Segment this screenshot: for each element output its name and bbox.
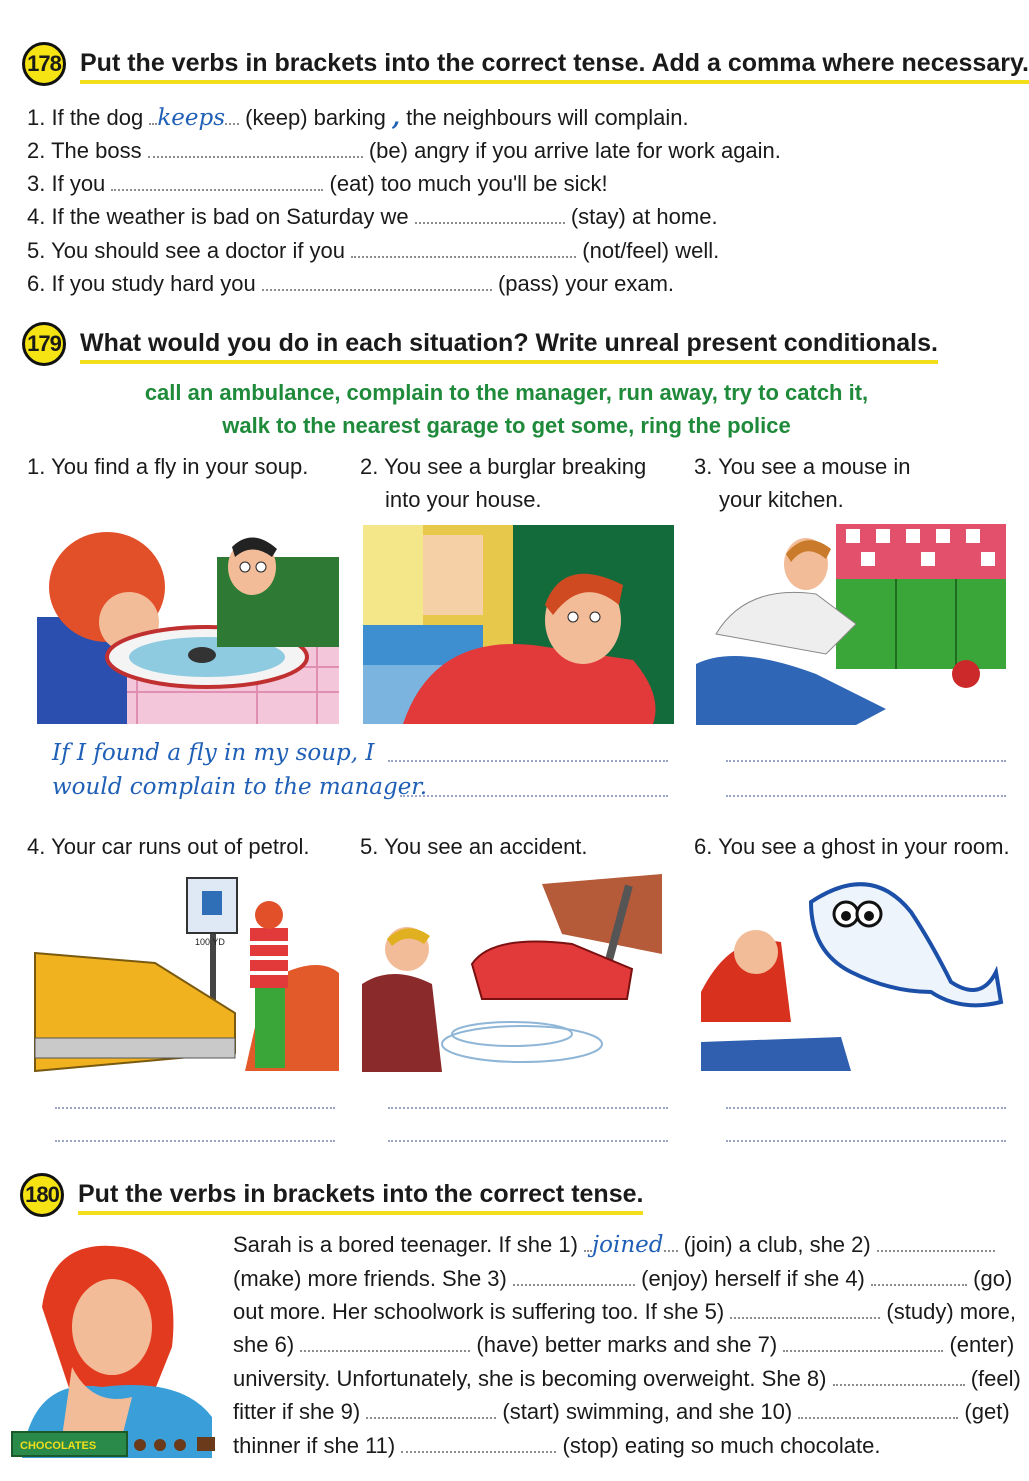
picture-burglar (363, 525, 674, 724)
ex178-item-1: 1. If the dog keeps (keep) barking , the neighbours will complain. (27, 104, 689, 131)
situation-3-caption: 3. You see a mouse in your kitchen. (694, 454, 911, 512)
ex180-line-2: (make) more friends. She 3) (enjoy) herself if she 4) (go) (233, 1266, 1013, 1291)
answer-blank[interactable] (833, 1370, 965, 1386)
answer-blank[interactable] (111, 175, 323, 191)
answer-line[interactable] (726, 1140, 1006, 1142)
exercise-178-title: Put the verbs in brackets into the correct tense. Add a comma where necessary. (80, 50, 1029, 84)
ex178-item-3: 3. If you (eat) too much you'll be sick! (27, 171, 608, 196)
ex180-line-4: she 6) (have) better marks and she 7) (enter) (233, 1332, 1015, 1357)
picture-accident (362, 874, 670, 1072)
ex180-line-1: Sarah is a bored teenager. If she 1) joined (join) a club, she 2) (233, 1234, 995, 1257)
answer-line[interactable] (400, 795, 668, 797)
ex180-line-3: out more. Her schoolwork is suffering too. If she 5) (study) more, (233, 1299, 1016, 1324)
answer-blank[interactable] (783, 1336, 943, 1352)
exercise-180-title: Put the verbs in brackets into the correct tense. (78, 1181, 643, 1215)
picture-out-of-petrol (35, 873, 339, 1071)
exercise-number-badge: 179 (22, 322, 66, 366)
answer-blank[interactable] (871, 1270, 967, 1286)
options-line-1: call an ambulance, complain to the manager, run away, try to catch it, (144, 380, 869, 405)
answer-blank[interactable] (798, 1403, 958, 1419)
exercise-179-title: What would you do in each situation? Write unreal present conditionals. (80, 330, 938, 364)
answer-keeps: keeps (157, 105, 226, 131)
ex180-line-6: fitter if she 9) (start) swimming, and she 10) (get) (233, 1399, 1010, 1424)
answer-line[interactable] (726, 760, 1006, 762)
answer-line[interactable] (55, 1107, 335, 1109)
answer-blank[interactable] (262, 275, 492, 291)
answer-line[interactable] (55, 1140, 335, 1142)
situation-4-caption: 4. Your car runs out of petrol. (27, 834, 310, 859)
exercise-number-badge: 180 (20, 1173, 64, 1217)
example-answer: If I found a fly in my soup, I would complain to the manager. (52, 740, 428, 800)
chocolate-box-label: CHOCOLATES (20, 1440, 97, 1452)
sign-text: 100 YD (195, 937, 225, 947)
answer-line[interactable] (726, 1107, 1006, 1109)
picture-bored-teenager (12, 1237, 220, 1458)
answer-line[interactable] (726, 795, 1006, 797)
answer-line[interactable] (388, 1140, 668, 1142)
exercise-number-badge: 178 (22, 42, 66, 86)
answer-blank[interactable] (415, 208, 565, 224)
picture-ghost (701, 872, 1007, 1071)
answer-blank[interactable] (148, 142, 363, 158)
answer-blank[interactable] (877, 1236, 995, 1252)
answer-blank[interactable] (366, 1403, 496, 1419)
situation-1-caption: 1. You find a fly in your soup. (27, 454, 309, 479)
answer-blank[interactable] (513, 1270, 635, 1286)
picture-fly-in-soup (37, 527, 339, 724)
ex180-line-5: university. Unfortunately, she is becoming overweight. She 8) (feel) (233, 1366, 1021, 1391)
ex178-item-4: 4. If the weather is bad on Saturday we (stay) at home. (27, 204, 718, 229)
situation-6-caption: 6. You see a ghost in your room. (694, 834, 1010, 859)
answer-line[interactable] (388, 760, 668, 762)
answer-blank[interactable] (351, 242, 576, 258)
answer-line[interactable] (388, 1107, 668, 1109)
picture-mouse-in-kitchen (696, 524, 1006, 725)
ex178-item-6: 6. If you study hard you (pass) your exam. (27, 271, 675, 296)
answer-blank[interactable] (730, 1303, 880, 1319)
answer-blank[interactable] (300, 1336, 470, 1352)
answer-blank[interactable] (401, 1437, 556, 1453)
situation-5-caption: 5. You see an accident. (360, 834, 588, 859)
ex178-item-2: 2. The boss (be) angry if you arrive late for work again. (27, 138, 781, 163)
answer-joined: joined (592, 1232, 664, 1258)
ex180-line-7: thinner if she 11) (stop) eating so much chocolate. (233, 1433, 881, 1458)
situation-2-caption: 2. You see a burglar breaking into your house. (360, 454, 647, 512)
options-line-2: walk to the nearest garage to get some, ring the police (222, 413, 791, 438)
ex178-item-5: 5. You should see a doctor if you (not/feel) well. (27, 238, 720, 263)
